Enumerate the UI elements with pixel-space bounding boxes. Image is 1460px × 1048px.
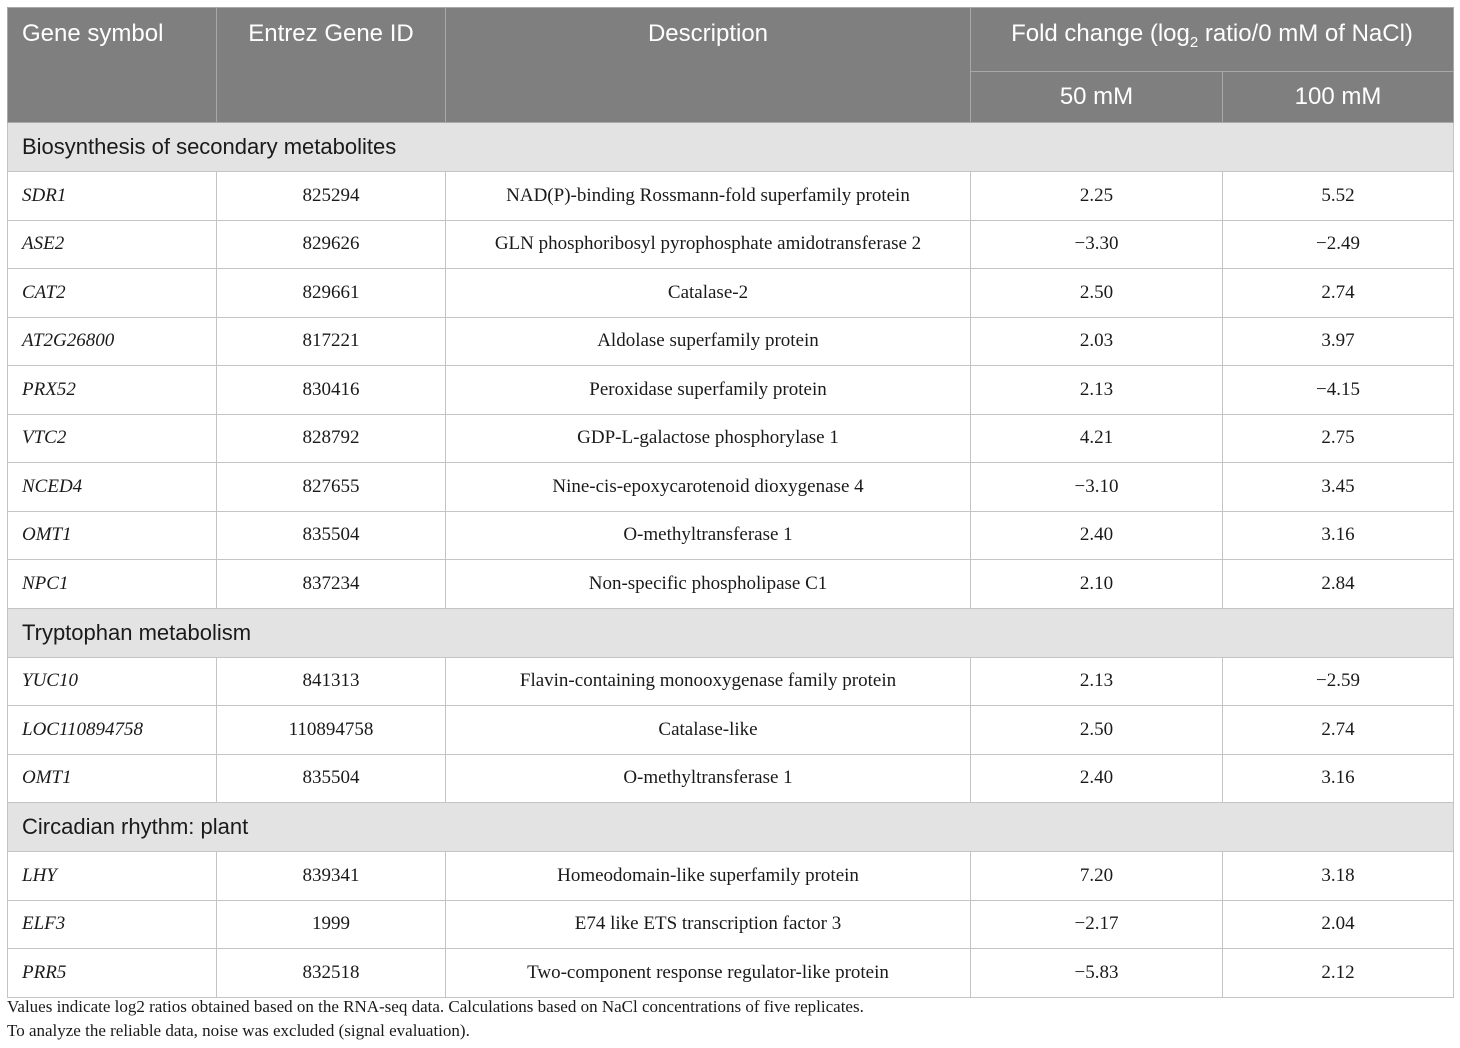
gene-symbol-cell: AT2G26800 [8,317,217,366]
description-cell: E74 like ETS transcription factor 3 [446,900,971,949]
table-row [8,220,1454,269]
description-cell: Flavin-containing monooxygenase family protein [446,657,971,706]
description-cell: Peroxidase superfamily protein [446,366,971,415]
entrez-id-cell: 110894758 [217,706,446,755]
table-footnote [7,995,1453,1043]
table-row [8,852,1454,901]
entrez-id-cell: 832518 [217,949,446,998]
entrez-id-cell: 828792 [217,414,446,463]
table-row [8,463,1454,512]
description-cell: Homeodomain-like superfamily protein [446,852,971,901]
entrez-id-cell: 841313 [217,657,446,706]
description-cell: O-methyltransferase 1 [446,511,971,560]
fold-change-100mm-cell: 2.12 [1223,949,1454,998]
description-cell: Non-specific phospholipase C1 [446,560,971,609]
gene-symbol-cell: SDR1 [8,172,217,221]
fold-change-50mm-cell: 4.21 [971,414,1223,463]
section-title: Tryptophan metabolism [8,608,1454,657]
gene-symbol-cell: OMT1 [8,511,217,560]
description-cell: Catalase-2 [446,269,971,318]
fold-change-50mm-cell: 2.50 [971,706,1223,755]
header-50mm: 50 mM [971,72,1223,123]
description-cell: O-methyltransferase 1 [446,754,971,803]
gene-symbol-cell: PRR5 [8,949,217,998]
footnote-line-1: Values indicate log2 ratios obtained based on the RNA-seq data. Calculations based on NaCl concentrations of five replicates. [7,997,864,1016]
description-cell: Catalase-like [446,706,971,755]
table-row [8,172,1454,221]
fold-change-50mm-cell: −5.83 [971,949,1223,998]
entrez-id-cell: 827655 [217,463,446,512]
section-title: Circadian rhythm: plant [8,803,1454,852]
fold-change-100mm-cell: 2.04 [1223,900,1454,949]
header-description: Description [446,8,971,123]
table-row [8,560,1454,609]
table-row [8,900,1454,949]
table-row [8,949,1454,998]
gene-symbol-cell: LHY [8,852,217,901]
table-row [8,657,1454,706]
description-cell: Two-component response regulator-like protein [446,949,971,998]
gene-expression-table [7,7,1454,998]
fold-change-100mm-cell: 3.18 [1223,852,1454,901]
fold-change-100mm-cell: 3.16 [1223,511,1454,560]
description-cell: NAD(P)-binding Rossmann-fold superfamily protein [446,172,971,221]
table-header [8,8,1454,123]
fold-change-100mm-cell: 3.97 [1223,317,1454,366]
entrez-id-cell: 817221 [217,317,446,366]
table-row [8,706,1454,755]
gene-symbol-cell: VTC2 [8,414,217,463]
header-fold-change-suffix: ratio/0 mM of NaCl) [1198,20,1413,47]
entrez-id-cell: 829661 [217,269,446,318]
description-cell: GDP-L-galactose phosphorylase 1 [446,414,971,463]
header-fold-change-subscript: 2 [1189,33,1199,51]
fold-change-100mm-cell: 3.45 [1223,463,1454,512]
fold-change-50mm-cell: 2.50 [971,269,1223,318]
section-row [8,803,1454,852]
description-cell: Aldolase superfamily protein [446,317,971,366]
entrez-id-cell: 1999 [217,900,446,949]
gene-symbol-cell: OMT1 [8,754,217,803]
entrez-id-cell: 825294 [217,172,446,221]
description-cell: Nine-cis-epoxycarotenoid dioxygenase 4 [446,463,971,512]
section-title: Biosynthesis of secondary metabolites [8,123,1454,172]
fold-change-100mm-cell: 3.16 [1223,754,1454,803]
gene-symbol-cell: PRX52 [8,366,217,415]
table-row [8,366,1454,415]
fold-change-100mm-cell: −2.59 [1223,657,1454,706]
description-cell: GLN phosphoribosyl pyrophosphate amidotransferase 2 [446,220,971,269]
fold-change-100mm-cell: 2.74 [1223,706,1454,755]
entrez-id-cell: 830416 [217,366,446,415]
section-row [8,608,1454,657]
fold-change-50mm-cell: 2.10 [971,560,1223,609]
table-row [8,317,1454,366]
gene-symbol-cell: NCED4 [8,463,217,512]
entrez-id-cell: 829626 [217,220,446,269]
fold-change-50mm-cell: −2.17 [971,900,1223,949]
fold-change-50mm-cell: −3.10 [971,463,1223,512]
table-row [8,414,1454,463]
fold-change-100mm-cell: 2.84 [1223,560,1454,609]
gene-symbol-cell: LOC110894758 [8,706,217,755]
fold-change-50mm-cell: 2.40 [971,511,1223,560]
fold-change-50mm-cell: 2.25 [971,172,1223,221]
gene-symbol-cell: YUC10 [8,657,217,706]
gene-symbol-cell: ASE2 [8,220,217,269]
fold-change-50mm-cell: 2.13 [971,366,1223,415]
table-row [8,269,1454,318]
entrez-id-cell: 839341 [217,852,446,901]
fold-change-100mm-cell: 2.74 [1223,269,1454,318]
header-entrez-id: Entrez Gene ID [217,8,446,123]
entrez-id-cell: 835504 [217,754,446,803]
table-row [8,511,1454,560]
header-gene-symbol: Gene symbol [8,8,217,123]
gene-symbol-cell: NPC1 [8,560,217,609]
gene-symbol-cell: CAT2 [8,269,217,318]
fold-change-100mm-cell: 2.75 [1223,414,1454,463]
gene-symbol-cell: ELF3 [8,900,217,949]
header-fold-change-prefix: Fold change (log [1011,20,1190,47]
fold-change-50mm-cell: 2.40 [971,754,1223,803]
section-row [8,123,1454,172]
table-body [8,123,1454,998]
fold-change-50mm-cell: 2.03 [971,317,1223,366]
fold-change-100mm-cell: −4.15 [1223,366,1454,415]
table-row [8,754,1454,803]
footnote-line-2: To analyze the reliable data, noise was excluded (signal evaluation). [7,1021,470,1040]
fold-change-50mm-cell: 7.20 [971,852,1223,901]
fold-change-50mm-cell: 2.13 [971,657,1223,706]
header-fold-change [971,8,1454,72]
fold-change-50mm-cell: −3.30 [971,220,1223,269]
fold-change-100mm-cell: −2.49 [1223,220,1454,269]
entrez-id-cell: 837234 [217,560,446,609]
fold-change-100mm-cell: 5.52 [1223,172,1454,221]
entrez-id-cell: 835504 [217,511,446,560]
header-100mm: 100 mM [1223,72,1454,123]
